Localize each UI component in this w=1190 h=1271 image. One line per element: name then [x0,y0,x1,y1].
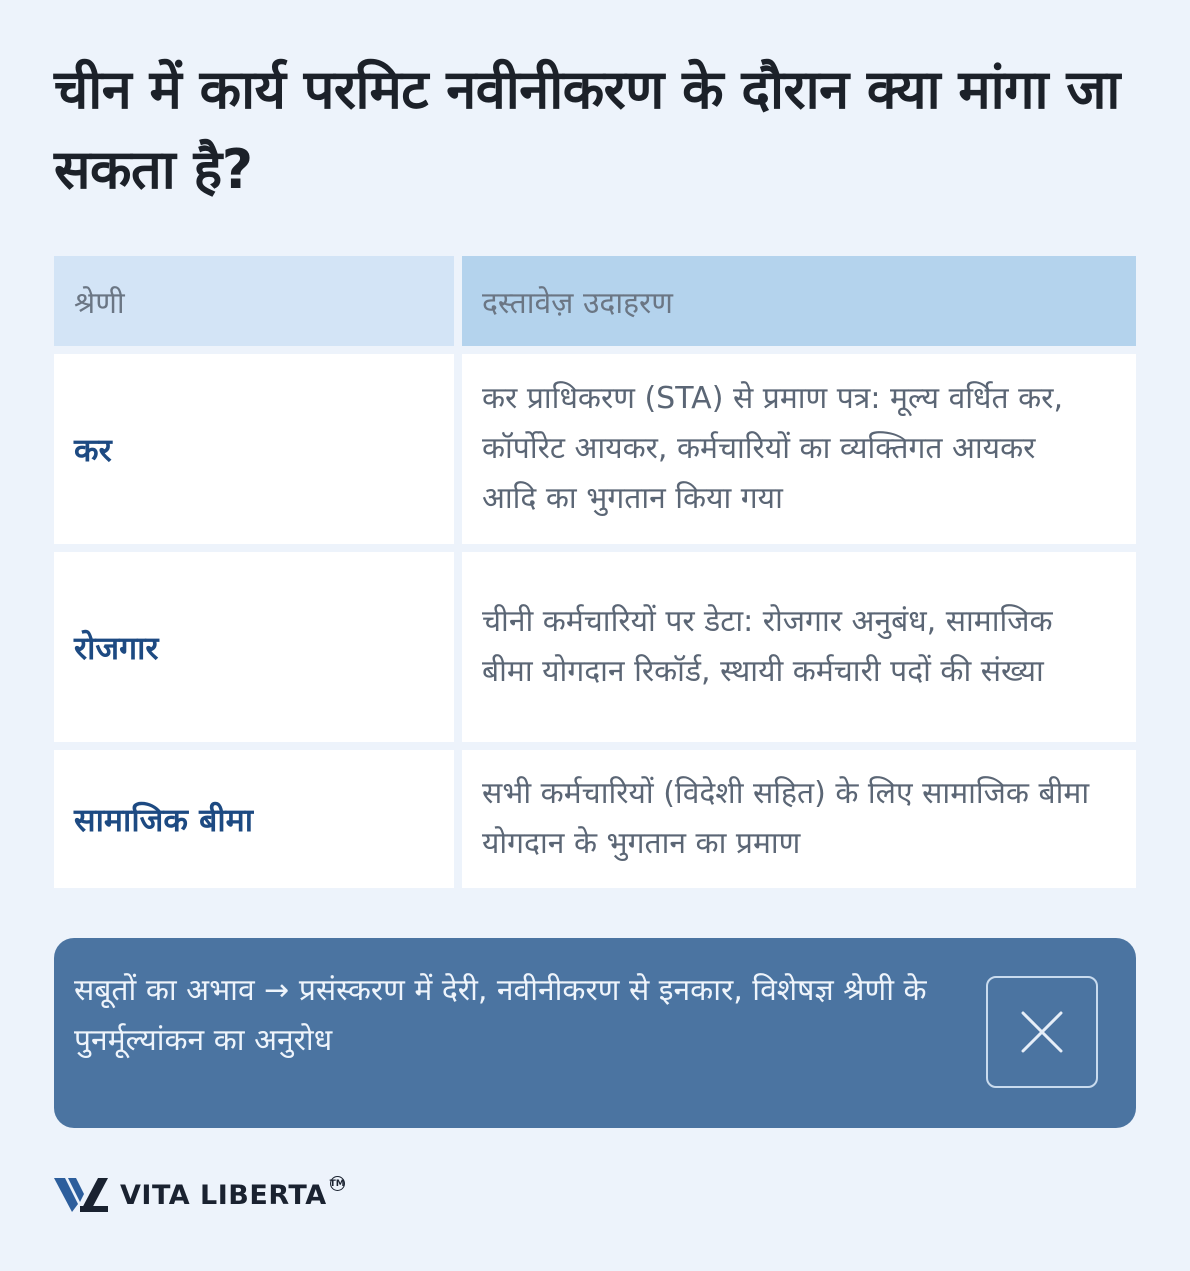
table-header-examples: दस्तावेज़ उदाहरण [462,256,1136,346]
trademark-mark: TM [330,1176,345,1191]
examples-text: कर प्राधिकरण (STA) से प्रमाण पत्र: मूल्य वर्धित कर, कॉर्पोरेट आयकर, कर्मचारियों का व्यक्तिगत आयकर आदि का भुगतान किया गया [482,381,1063,516]
table-header-category: श्रेणी [54,256,454,346]
table-row-employment-examples [462,552,1136,742]
examples-text: चीनी कर्मचारियों पर डेटा: रोजगार अनुबंध, सामाजिक बीमा योगदान रिकॉर्ड, स्थायी कर्मचारी पदों की संख्या [482,604,1053,689]
category-label: रोजगार [74,628,159,667]
table-row-tax-examples [462,354,1136,544]
page-title: चीन में कार्य परमिट नवीनीकरण के दौरान क्या मांगा जा सकता है? [54,58,1120,201]
warning-text: सबूतों का अभाव → प्रसंस्करण में देरी, नवीनीकरण से इनकार, विशेषज्ञ श्रेणी के पुनर्मूल्यांकन का अनुरोध [74,973,927,1058]
examples-text: सभी कर्मचारियों (विदेशी सहित) के लिए सामाजिक बीमा योगदान के भुगतान का प्रमाण [482,776,1090,861]
category-label: सामाजिक बीमा [74,800,254,839]
table-row-social-insurance-category [54,750,454,888]
category-label: कर [74,430,112,469]
table-row-tax-category [54,354,454,544]
vita-liberta-logo-icon [54,1174,110,1216]
table-row-social-insurance-examples [462,750,1136,888]
documents-table [54,256,1136,888]
brand-logo [54,1174,345,1216]
close-icon [986,976,1098,1088]
table-row-employment-category [54,552,454,742]
brand-name: VITA LIBERTA [120,1179,327,1211]
warning-banner [54,938,1136,1128]
